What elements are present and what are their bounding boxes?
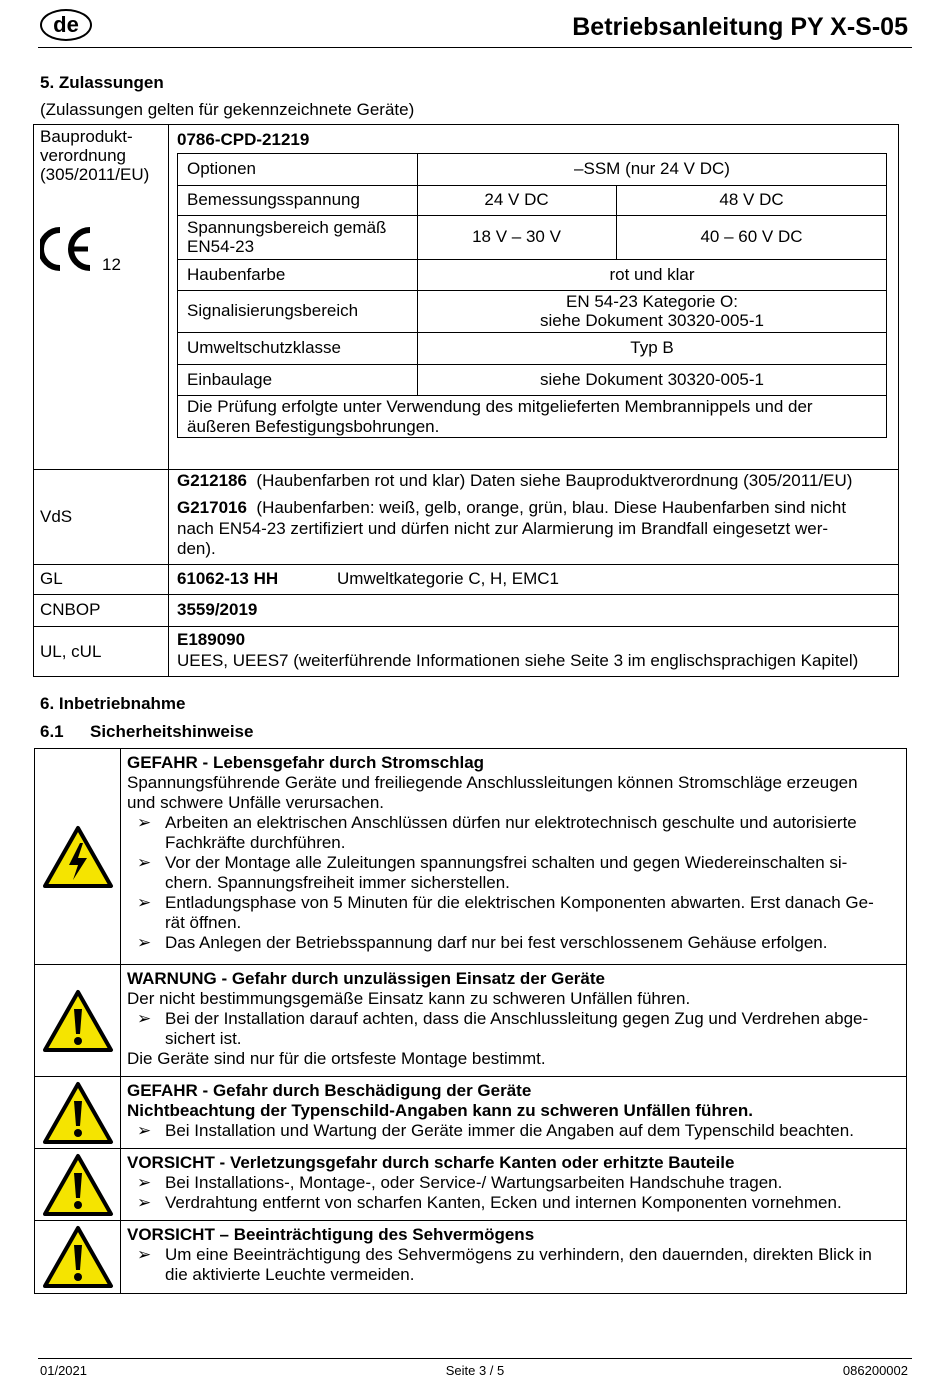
spec-label-einbau: Einbaulage [187,369,273,389]
subsection-title: Sicherheitshinweise [90,722,254,741]
warning-icon [35,965,121,1076]
gl-text: Umweltkategorie C, H, EMC1 [337,569,560,588]
spec-value-einbau: siehe Dokument 30320-005-1 [540,369,764,389]
list-item: ➢ Bei der Installation darauf achten, dass die Anschlussleitung gegen Zug und Verdrehen abge- sichert ist. [137,1009,869,1048]
list-item: ➢ Vor der Montage alle Zuleitungen spannungsfrei schalten und gegen Wiedereinschalten si- chern. Spannungsfreiheit immer sicherstellen. [137,853,848,892]
ce-mark-icon [40,226,100,277]
vds-label: VdS [40,506,73,526]
spec-label-optionen: Optionen [187,159,256,178]
language-badge [40,9,92,41]
vds-g1: G212186 (Haubenfarben rot und klar) Daten siehe Bauproduktverordnung (305/2011/EU) [177,471,853,490]
gl-label: GL [40,569,63,588]
bauprodukt-cert: 0786-CPD-21219 [177,130,310,149]
spec-value-optionen: –SSM (nur 24 V DC) [574,159,730,178]
footer-docnum: 086200002 [842,1363,908,1378]
section-6-heading: 6. Inbetriebnahme [40,694,186,713]
electric-hazard-icon [35,749,121,964]
list-item: ➢ Das Anlegen der Betriebsspannung darf nur bei fest verschlossenem Gehäuse erfolgen. [137,933,828,952]
spec-value-haube: rot und klar [609,264,695,284]
spec-label-signal: Signalisierungsbereich [187,301,359,320]
warning-icon [35,1077,121,1148]
safety-row-sharp-edges [34,1148,907,1221]
spec-label-bemessung: Bemessungsspannung [187,190,360,209]
spec-value-bemessung-48: 48 V DC [719,190,784,209]
arrow-bullet-icon: ➢ [137,893,152,912]
section-5-heading: 5. Zulassungen [40,73,164,92]
spec-value-signal: EN 54-23 Kategorie O: siehe Dokument 30320-005-1 [540,292,764,330]
footer-date: 01/2021 [40,1363,87,1378]
safety-row-eyesight [34,1220,907,1294]
arrow-bullet-icon: ➢ [137,1121,152,1140]
arrow-bullet-icon: ➢ [137,1173,152,1192]
list-item: ➢ Bei Installations-, Montage-, oder Service-/ Wartungsarbeiten Handschuhe tragen. [137,1173,783,1192]
vds-g2: G217016 (Haubenfarben: weiß, gelb, orange, grün, blau. Diese Haubenfarben sind nicht nach EN54-23 zertifiziert und dürfen nicht zur Alarmierung im Brandfall eingesetzt wer- den). [177,498,847,558]
safety-row-electric: GEFAHR - Lebensgefahr durch Stromschlag Spannungsführende Geräte und freiliegende Anschlussleitungen können Stromschläge erzeugen und schwere Unfälle verursachen. ➢ Arbeiten an elektrischen Anschlüssen dürfen nur elektrotechnisch geschulte und autorisierte Fachkräfte durchführen. ➢ Vor der Montage alle Zuleitungen spannungsfrei schalten und gegen Wiedereinschalten si- chern. Spannungsfreiheit immer sicherstellen. ➢ Entladungsphase von 5 Minuten für die elektrischen Komponenten abwarten. Erst danach Ge- rät öffnen. ➢ Das Anlegen der Betriebsspannung darf nur bei fest verschlossenem Gehäuse erfolgen. [34,748,907,965]
ul-code: E189090 [177,630,246,649]
spec-label-umwelt: Umweltschutzklasse [187,338,341,357]
warning-title: VORSICHT – Beeinträchtigung des Sehvermögens [127,1225,535,1244]
arrow-bullet-icon: ➢ [137,933,152,952]
cnbop-label: CNBOP [40,600,101,619]
arrow-bullet-icon: ➢ [137,853,152,872]
spec-pruefung-note: Die Prüfung erfolgte unter Verwendung des mitgelieferten Membrannippels und der äußeren Befestigungsbohrungen. [187,397,813,436]
spec-value-bereich-48: 40 – 60 V DC [700,227,803,246]
spec-value-bemessung-24: 24 V DC [484,190,549,209]
arrow-bullet-icon: ➢ [137,1245,152,1264]
header-rule [38,47,912,48]
list-item: ➢ Um eine Beeinträchtigung des Sehvermögens zu verhindern, den dauernden, direkten Blick in die aktivierte Leuchte vermeiden. [137,1245,872,1284]
warning-title: GEFAHR - Gefahr durch Beschädigung der Geräte [127,1081,532,1100]
spec-value-umwelt: Typ B [630,338,674,357]
ul-text: UEES, UEES7 (weiterführende Informationen siehe Seite 3 im englischsprachigen Kapitel) [177,651,859,670]
footer-page: Seite 3 / 5 [445,1363,505,1378]
language-code: de [53,12,79,37]
warning-icon [35,1221,121,1293]
bauprodukt-label: Bauprodukt- verordnung (305/2011/EU) [40,127,150,184]
ul-label: UL, cUL [40,641,102,661]
warning-title: WARNUNG - Gefahr durch unzulässigen Einsatz der Geräte [127,969,605,988]
approvals-note: (Zulassungen gelten für gekennzeichnete Geräte) [40,100,415,119]
subsection-number: 6.1 [40,722,64,741]
warning-subtitle: Nichtbeachtung der Typenschild-Angaben kann zu schweren Unfällen führen. [127,1101,753,1120]
list-item: ➢ Verdrahtung entfernt von scharfen Kanten, Ecken und internen Komponenten vornehmen. [137,1193,842,1212]
arrow-bullet-icon: ➢ [137,1193,152,1212]
warning-title: VORSICHT - Verletzungsgefahr durch scharfe Kanten oder erhitzte Bauteile [127,1153,735,1172]
arrow-bullet-icon: ➢ [137,1009,152,1028]
arrow-bullet-icon: ➢ [137,813,152,832]
document-title: Betriebsanleitung PY X-S-05 [572,13,908,41]
safety-row-misuse: WARNUNG - Gefahr durch unzulässigen Einsatz der Geräte Der nicht bestimmungsgemäße Einsatz kann zu schweren Unfällen führen. ➢ Bei der Installation darauf achten, dass die Anschlussleitung gegen Zug und Verdrehen abge- sichert ist. Die Geräte sind nur für die ortsfeste Montage bestimmt. [34,964,907,1077]
warning-icon [35,1149,121,1220]
spec-label-haube: Haubenfarbe [187,264,286,284]
cnbop-code: 3559/2019 [177,600,258,619]
list-item: ➢ Entladungsphase von 5 Minuten für die elektrischen Komponenten abwarten. Erst danach Ge- rät öffnen. [137,893,874,932]
list-item: ➢ Arbeiten an elektrischen Anschlüssen dürfen nur elektrotechnisch geschulte und autorisierte Fachkräfte durchführen. [137,813,857,852]
gl-code: 61062-13 HH [177,569,279,588]
notified-body-number: 12 [102,255,121,274]
safety-row-damage [34,1076,907,1149]
footer-rule [38,1358,912,1359]
spec-label-bereich: Spannungsbereich gemäß EN54-23 [187,218,387,256]
warning-title: GEFAHR - Lebensgefahr durch Stromschlag [127,753,485,772]
list-item: ➢ Bei Installation und Wartung der Geräte immer die Angaben auf dem Typenschild beachten. [137,1121,854,1140]
spec-value-bereich-24: 18 V – 30 V [472,227,561,246]
